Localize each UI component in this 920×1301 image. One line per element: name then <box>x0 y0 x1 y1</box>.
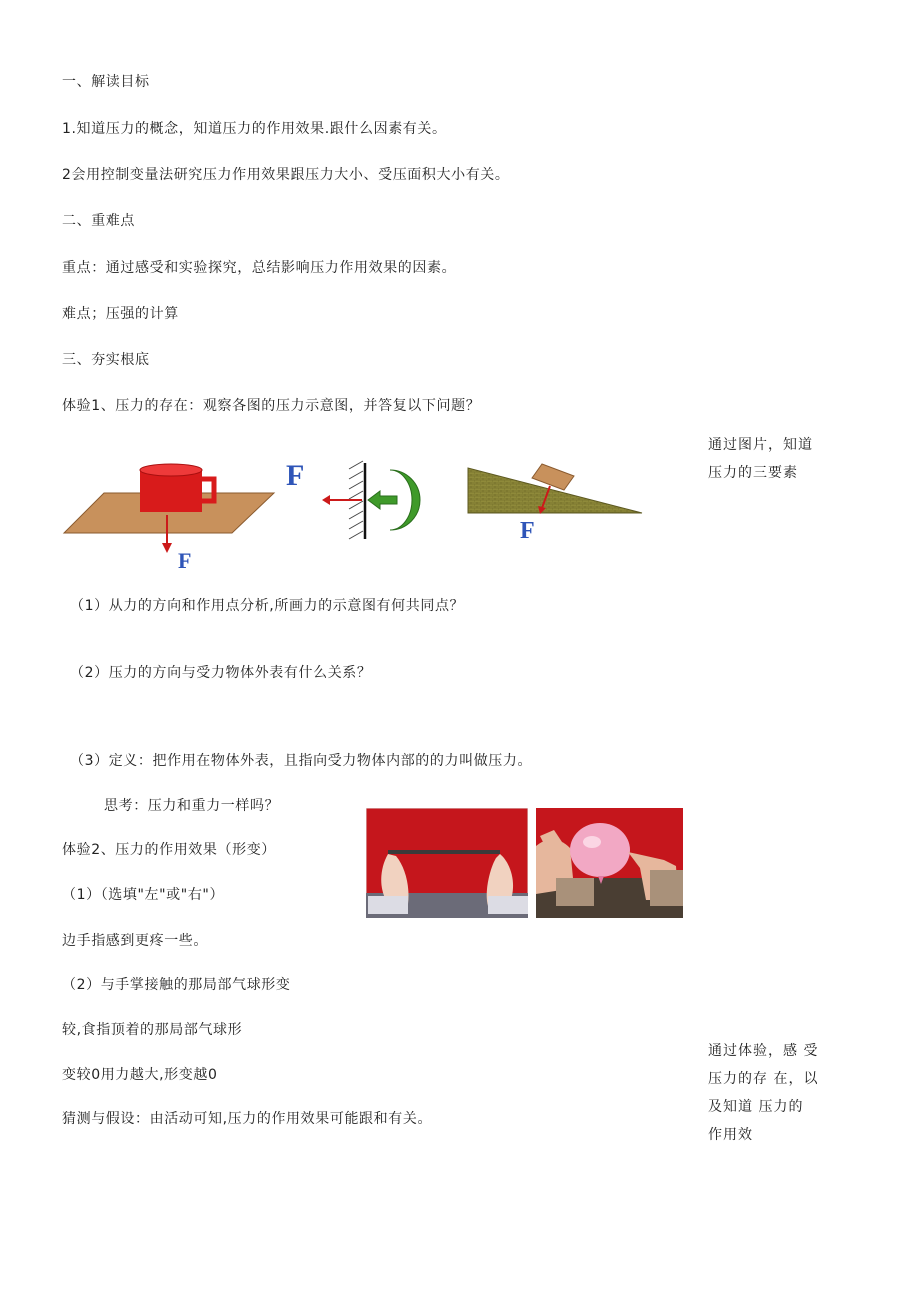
think-prompt: 思考：压力和重力一样吗？ <box>104 798 280 814</box>
photo-balloon-press <box>536 808 683 918</box>
force-label: F <box>520 518 535 543</box>
side-note-2-line: 通过体验，感 受 <box>708 1043 819 1059</box>
experience-2-item-2-continued: 较,食指顶着的那局部气球形 <box>62 1022 243 1038</box>
question-2: （2）压力的方向与受力物体外表有什么关系？ <box>70 665 372 681</box>
side-note-2-line: 及知道 压力的 <box>708 1099 804 1115</box>
question-3-definition: （3）定义：把作用在物体外表，且指向受力物体内部的的力叫做压力。 <box>70 753 533 769</box>
side-note-2 <box>708 1037 838 1149</box>
force-label: F <box>286 459 305 492</box>
experience-2-item-2-end: 变较0用力越大,形变越0 <box>62 1067 218 1083</box>
difficult-point: 难点；压强的计算 <box>62 306 179 322</box>
side-note-1 <box>708 431 838 487</box>
hypothesis: 猜测与假设：由活动可知,压力的作用效果可能跟和有关。 <box>62 1111 433 1127</box>
experience-1: 体验1、压力的存在：观察各图的压力示意图，并答复以下问题？ <box>62 398 481 414</box>
side-note-1-line: 通过图片，知道 <box>708 437 813 453</box>
experience-2-item-1: （1）（选填"左"或"右"） <box>62 887 225 903</box>
side-note-2-line: 压力的存 在，以 <box>708 1071 819 1087</box>
goal-2: 2会用控制变量法研究压力作用效果跟压力大小、受压面积大小有关。 <box>62 167 510 183</box>
experience-2-item-2: （2）与手掌接触的那局部气球形变 <box>62 977 291 993</box>
experience-2-item-1-continued: 边手指感到更疼一些。 <box>62 933 208 949</box>
heading-key-points: 二、重难点 <box>62 213 135 229</box>
figure-wall-push <box>282 455 422 545</box>
force-label: F <box>178 548 192 570</box>
key-point: 重点：通过感受和实验探究，总结影响压力作用效果的因素。 <box>62 260 457 276</box>
heading-objectives: 一、解读目标 <box>62 74 150 90</box>
photo-pencil-fingers <box>366 808 528 918</box>
figure-slope-block <box>462 458 647 543</box>
heading-foundation: 三、夯实根底 <box>62 352 150 368</box>
side-note-2-line: 作用效 <box>708 1127 753 1143</box>
goal-1: 1.知道压力的概念，知道压力的作用效果.跟什么因素有关。 <box>62 121 447 137</box>
experience-2: 体验2、压力的作用效果（形变） <box>62 842 276 858</box>
question-1: （1）从力的方向和作用点分析,所画力的示意图有何共同点？ <box>70 598 465 614</box>
figure-cup-on-board <box>62 455 277 570</box>
side-note-1-line: 压力的三要素 <box>708 465 798 481</box>
